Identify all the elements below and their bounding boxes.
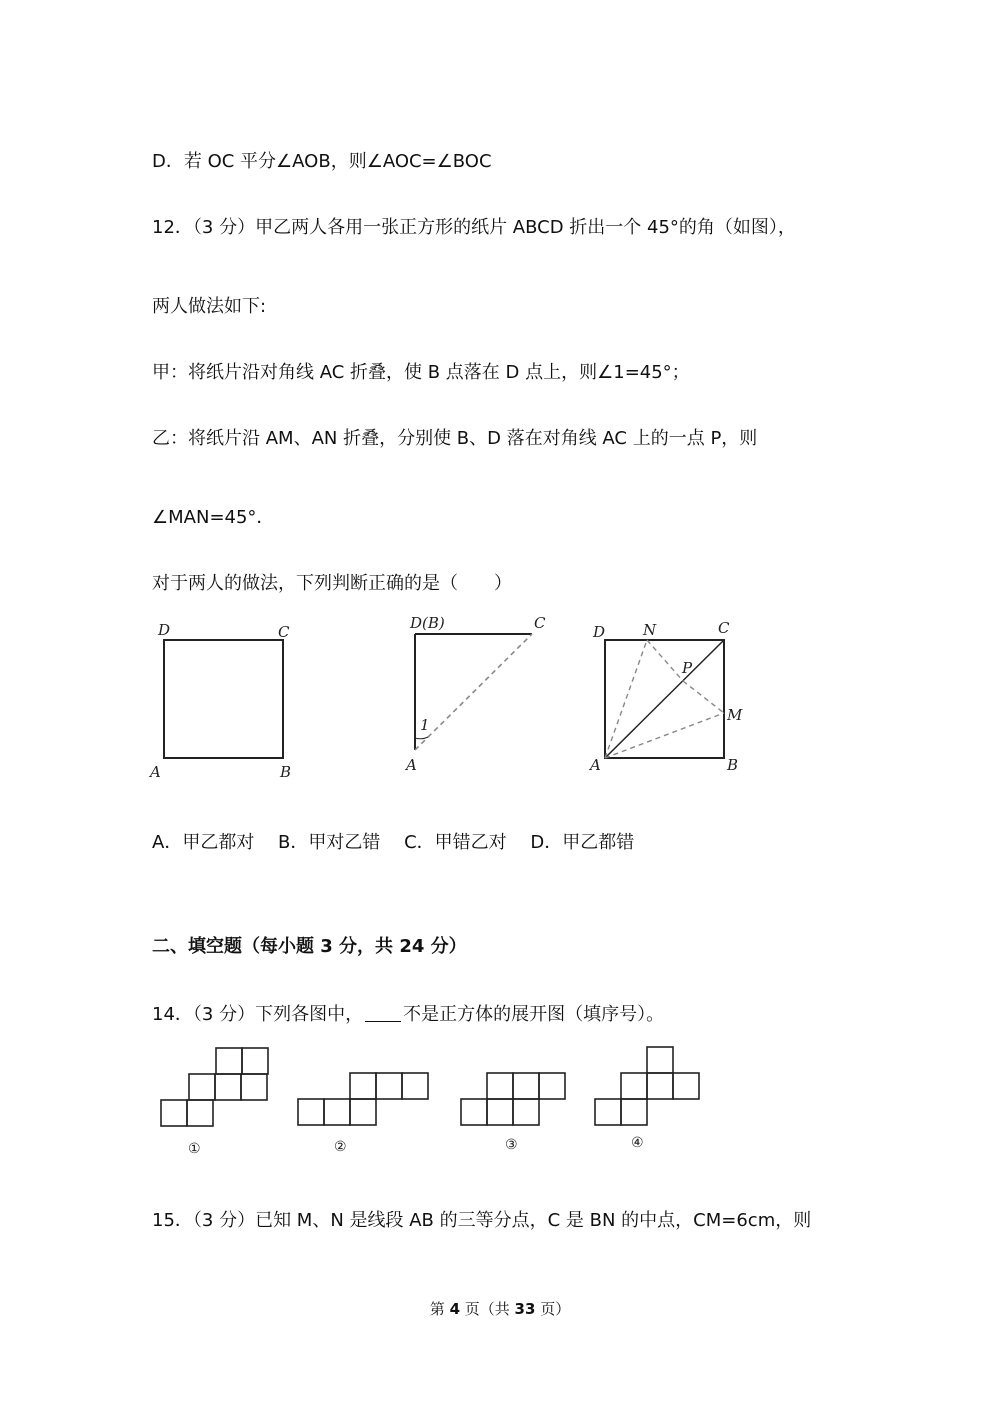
footer-pre: 第 <box>429 1300 450 1318</box>
cube-nets <box>150 1040 720 1165</box>
q14-prefix: 14．（3 分）下列各图中， <box>152 1004 364 1025</box>
figure-square-abcd <box>140 615 310 785</box>
label-db: D(B) <box>410 614 445 632</box>
segment-pm <box>683 681 724 713</box>
net-2 <box>298 1073 428 1125</box>
label-a: A <box>150 763 161 781</box>
q12-line4: 乙：将纸片沿 AM、AN 折叠，分别使 B、D 落在对角线 AC 上的一点 P，则 <box>152 428 758 449</box>
footer-total-pages: 33 <box>514 1300 536 1318</box>
section2-title: 二、填空题（每小题 3 分，共 24 分） <box>152 936 467 957</box>
page-footer <box>0 1298 1000 1319</box>
square-outline <box>164 640 283 758</box>
fold-an <box>605 640 647 758</box>
label-m: M <box>727 706 743 724</box>
q12-line5: ∠MAN=45°． <box>152 507 275 528</box>
caption-1: ① <box>188 1141 201 1157</box>
net-1 <box>161 1048 268 1126</box>
label-a: A <box>590 756 601 774</box>
label-b: B <box>727 756 739 774</box>
q12-line2: 两人做法如下: <box>152 296 267 317</box>
net-4 <box>595 1047 699 1125</box>
caption-2: ② <box>334 1139 347 1155</box>
caption-3: ③ <box>505 1137 518 1153</box>
q12-options: A．甲乙都对 B．甲对乙错 C．甲错乙对 D．甲乙都错 <box>152 832 635 853</box>
fold-line-ac <box>415 634 532 750</box>
label-b: B <box>280 763 292 781</box>
angle-arc <box>415 737 428 739</box>
label-d: D <box>158 621 171 639</box>
caption-4: ④ <box>631 1135 644 1151</box>
answer-blank <box>365 1021 401 1022</box>
label-angle-1: 1 <box>420 716 430 734</box>
footer-page-number: 4 <box>449 1300 460 1318</box>
figure-folded-triangle <box>400 610 560 780</box>
footer-post: 页） <box>535 1300 571 1318</box>
label-p: P <box>682 659 693 677</box>
label-c: C <box>718 619 730 637</box>
label-d: D <box>593 623 606 641</box>
label-c: C <box>534 614 546 632</box>
fold-am <box>605 713 724 758</box>
q14-text <box>152 1000 664 1026</box>
label-c: C <box>278 623 290 641</box>
segment-np <box>647 640 683 681</box>
q12-line6: 对于两人的做法，下列判断正确的是（ ） <box>152 573 512 594</box>
footer-mid: 页（共 <box>460 1300 515 1318</box>
q15-line1: 15．（3 分）已知 M、N 是线段 AB 的三等分点，C 是 BN 的中点，CM=6cm，则 <box>152 1210 812 1231</box>
label-n: N <box>643 621 657 639</box>
q11-option-d: D．若 OC 平分∠AOB，则∠AOC=∠BOC <box>152 151 492 172</box>
net-3 <box>461 1073 565 1125</box>
figure-square-folds <box>585 615 760 785</box>
q14-suffix: 不是正方体的展开图（填序号）。 <box>403 1004 665 1025</box>
label-a: A <box>406 756 417 774</box>
q12-line3: 甲：将纸片沿对角线 AC 折叠，使 B 点落在 D 点上，则∠1=45°； <box>152 362 690 383</box>
q12-line1: 12．（3 分）甲乙两人各用一张正方形的纸片 ABCD 折出一个 45°的角（如图）， <box>152 217 796 238</box>
